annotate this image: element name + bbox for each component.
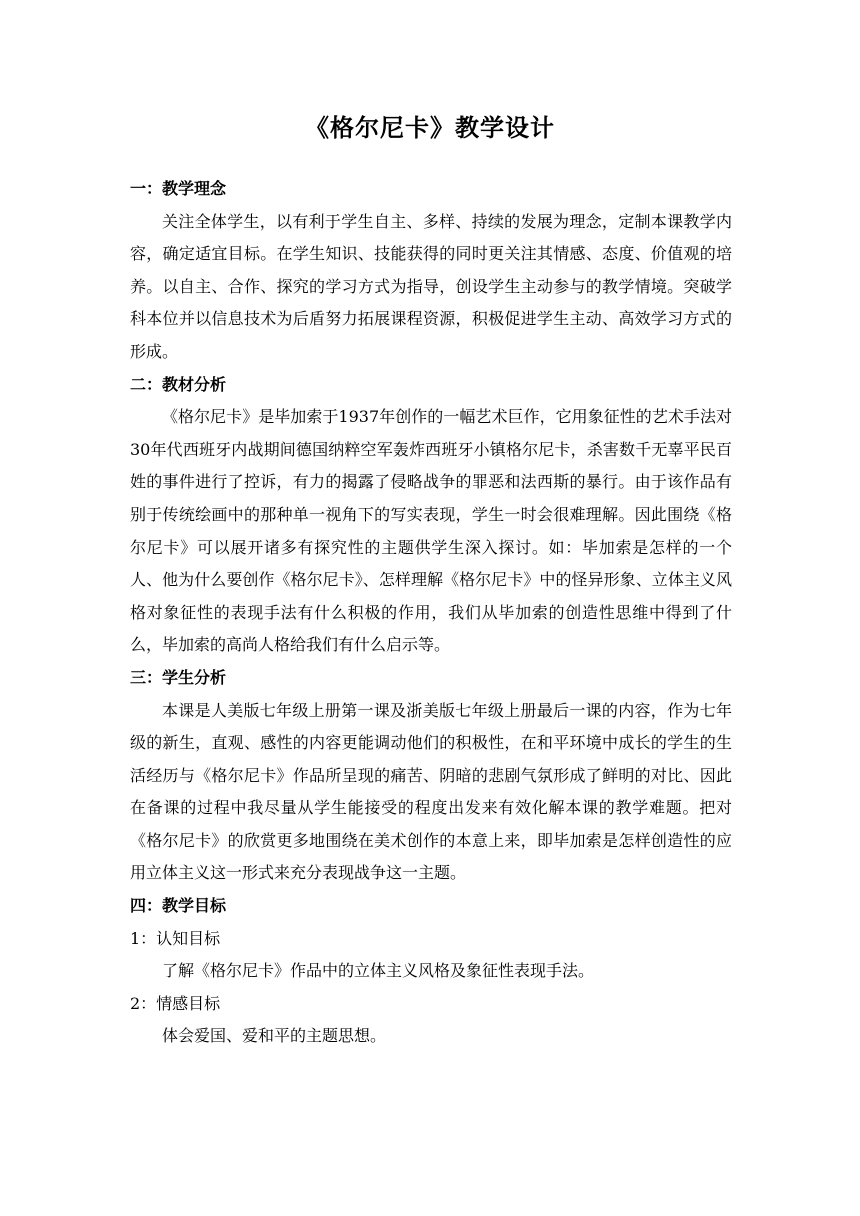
section-teaching-goals bbox=[130, 890, 732, 1053]
section-paragraph: 本课是人美版七年级上册第一课及浙美版七年级上册最后一课的内容，作为七年级的新生，直观、感性的内容更能调动他们的积极性，在和平环境中成长的学生的生活经历与《格尔尼卡》作品所呈现的痛苦、阴暗的悲剧气氛形成了鲜明的对比、因此在备课的过程中我尽量从学生能接受的程度出发来有效化解本课的教学难题。把对《格尔尼卡》的欣赏更多地围绕在美术创作的本意上来，即毕加索是怎样创造性的应用立体主义这一形式来充分表现战争这一主题。 bbox=[130, 700, 732, 883]
goal-text: 了解《格尔尼卡》作品中的立体主义风格及象征性表现手法。 bbox=[162, 961, 595, 981]
goal-label: 2：情感目标 bbox=[130, 993, 221, 1013]
document-title: 《格尔尼卡》教学设计 bbox=[305, 113, 555, 142]
section-paragraph: 关注全体学生，以有利于学生自主、多样、持续的发展为理念，定制本课教学内容，确定适宜目标。在学生知识、技能获得的同时更关注其情感、态度、价值观的培养。以自主、合作、探究的学习方式为指导，创设学生主动参与的教学情境。突破学科本位并以信息技术为后盾努力拓展课程资源，积极促进学生主动、高效学习方式的形成。 bbox=[130, 211, 732, 361]
section-material-analysis bbox=[130, 369, 732, 662]
section-heading: 三：学生分析 bbox=[130, 667, 227, 687]
section-heading: 四：教学目标 bbox=[130, 896, 227, 916]
section-heading: 一：教学理念 bbox=[130, 179, 227, 198]
goal-label: 1：认知目标 bbox=[130, 928, 221, 948]
section-teaching-philosophy bbox=[130, 173, 732, 369]
goal-text: 体会爱国、爱和平的主题思想。 bbox=[162, 1026, 387, 1046]
section-student-analysis bbox=[130, 662, 732, 890]
section-paragraph: 《格尔尼卡》是毕加索于1937年创作的一幅艺术巨作，它用象征性的艺术手法对30年代西班牙内战期间德国纳粹空军轰炸西班牙小镇格尔尼卡，杀害数千无辜平民百姓的事件进行了控诉，有力的揭露了侵略战争的罪恶和法西斯的暴行。由于该作品有别于传统绘画中的那种单一视角下的写实表现，学生一时会很难理解。因此围绕《格尔尼卡》可以展开诸多有探究性的主题供学生深入探讨。如：毕加索是怎样的一个人、他为什么要创作《格尔尼卡》、怎样理解《格尔尼卡》中的怪异形象、立体主义风格对象征性的表现手法有什么积极的作用，我们从毕加索的创造性思维中得到了什么，毕加索的高尚人格给我们有什么启示等。 bbox=[130, 407, 732, 655]
section-heading: 二：教材分析 bbox=[130, 374, 227, 394]
document-body bbox=[130, 173, 732, 1053]
